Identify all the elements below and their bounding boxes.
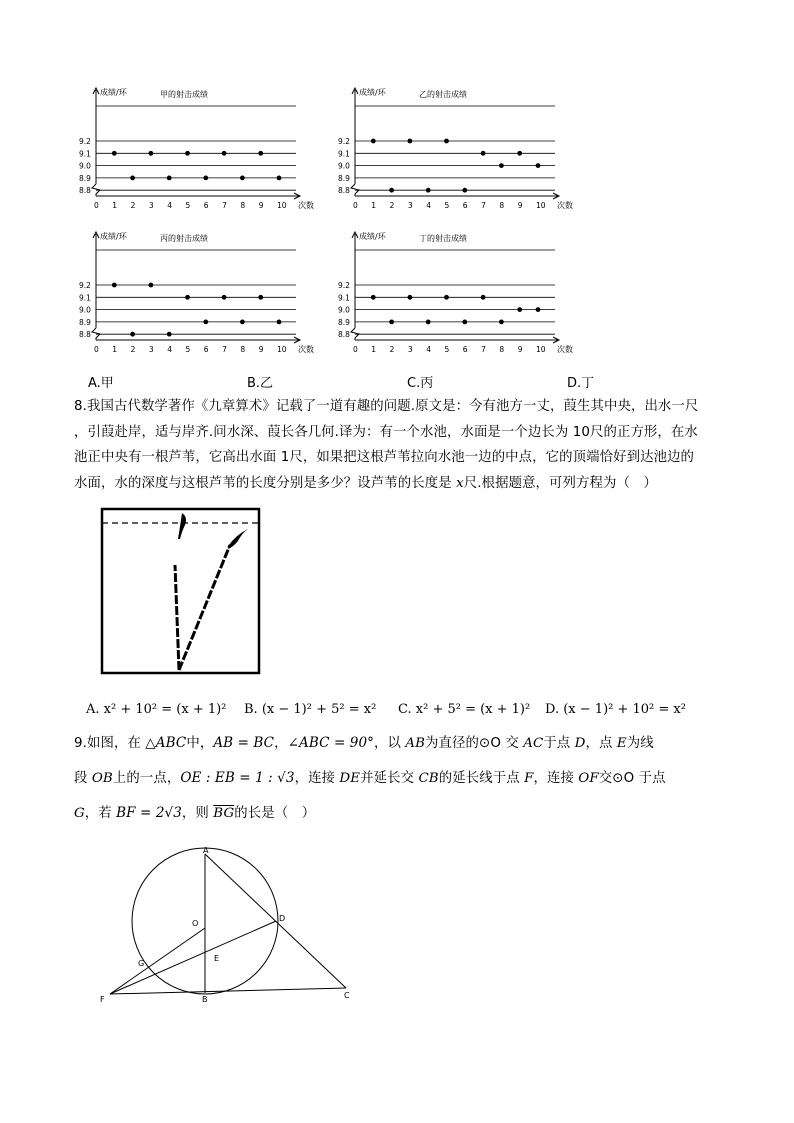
data-point bbox=[277, 320, 282, 325]
q9-line-3: G，若 BF = 2√3，则 $\overline{BG}$的长是（ ） bbox=[74, 805, 316, 821]
q8-option-a[interactable]: A. x² + 10² = (x + 1)² bbox=[86, 702, 227, 717]
x-tick-label: 2 bbox=[389, 345, 395, 354]
q7-option-d[interactable]: D.丁 bbox=[567, 376, 595, 391]
x-tick-label: 10 bbox=[277, 201, 287, 210]
y-tick-label: 9.1 bbox=[338, 293, 350, 303]
label-e: E bbox=[214, 954, 220, 963]
x-tick-label: 1 bbox=[371, 201, 377, 210]
chart-yi-svg bbox=[337, 84, 577, 214]
data-point bbox=[462, 188, 467, 193]
x-tick-label: 4 bbox=[167, 201, 172, 210]
data-point bbox=[258, 295, 263, 300]
q7-option-b[interactable]: B.乙 bbox=[247, 376, 274, 391]
x-tick-label: 9 bbox=[517, 201, 523, 210]
q8-option-d[interactable]: D. (x − 1)² + 10² = x² bbox=[545, 702, 686, 717]
y-tick-label: 9.2 bbox=[79, 281, 91, 290]
x-tick-label: 6 bbox=[462, 345, 468, 354]
chart-bing-svg bbox=[78, 228, 318, 358]
pond-figure-svg bbox=[96, 505, 266, 677]
chart-jia bbox=[78, 84, 318, 214]
x-tick-label: 4 bbox=[167, 345, 172, 354]
reed-vertical bbox=[175, 565, 179, 670]
data-point bbox=[481, 295, 486, 300]
y-tick-label: 8.9 bbox=[79, 317, 91, 327]
x-tick-label: 5 bbox=[444, 345, 450, 354]
y-tick-label: 9.1 bbox=[338, 149, 350, 159]
data-point bbox=[185, 151, 190, 156]
x-tick-label: 3 bbox=[407, 345, 413, 354]
y-axis-label: 成绩/环 bbox=[100, 88, 127, 97]
y-axis-label: 成绩/环 bbox=[100, 232, 127, 241]
data-point bbox=[130, 332, 135, 337]
data-point bbox=[444, 139, 449, 144]
y-tick-label: 8.8 bbox=[79, 186, 91, 196]
q9-line-1: 9.如图，在 △ABC中，AB = BC，∠ABC = 90°，以 AB为直径的⊙O 交 AC于点 D，点 E为线 bbox=[74, 735, 654, 751]
x-axis-label: 次数 bbox=[298, 201, 314, 210]
data-point bbox=[499, 163, 504, 168]
data-point bbox=[499, 320, 504, 325]
data-point bbox=[408, 139, 413, 144]
q8-line-3: 池正中央有一根芦苇，它高出水面 1尺，如果把这根芦苇拉向水池一边的中点，它的顶端恰好到达池边的 bbox=[74, 450, 695, 465]
q7-option-c[interactable]: C.丙 bbox=[407, 376, 434, 391]
y-tick-label: 9.0 bbox=[79, 305, 91, 315]
data-point bbox=[536, 163, 541, 168]
x-axis-label: 次数 bbox=[298, 345, 314, 354]
x-tick-label: 2 bbox=[130, 201, 136, 210]
y-tick-label: 9.0 bbox=[338, 305, 350, 315]
x-tick-label: 0 bbox=[94, 201, 99, 210]
x-tick-label: 3 bbox=[148, 345, 154, 354]
x-tick-label: 0 bbox=[353, 345, 358, 354]
data-point bbox=[149, 283, 154, 288]
label-g: G bbox=[138, 959, 145, 968]
x-tick-label: 7 bbox=[481, 345, 486, 354]
x-tick-label: 6 bbox=[203, 201, 209, 210]
reed-top-vertical bbox=[178, 513, 186, 539]
data-point bbox=[112, 151, 117, 156]
label-f: F bbox=[100, 995, 105, 1004]
data-point bbox=[185, 295, 190, 300]
chart-ding bbox=[337, 228, 577, 358]
x-tick-label: 6 bbox=[462, 201, 468, 210]
label-o: O bbox=[192, 919, 199, 928]
data-point bbox=[371, 295, 376, 300]
q8-option-c[interactable]: C. x² + 5² = (x + 1)² bbox=[398, 702, 531, 717]
data-point bbox=[203, 320, 208, 325]
data-point bbox=[277, 176, 282, 181]
data-point bbox=[240, 176, 245, 181]
circle-figure-svg bbox=[96, 842, 366, 1012]
x-axis-label: 次数 bbox=[557, 345, 573, 354]
x-tick-label: 1 bbox=[112, 201, 118, 210]
data-point bbox=[481, 151, 486, 156]
y-tick-label: 9.2 bbox=[338, 137, 350, 146]
data-point bbox=[258, 151, 263, 156]
reed-leaning bbox=[179, 545, 230, 670]
q8-question bbox=[74, 394, 724, 496]
x-tick-label: 8 bbox=[240, 345, 246, 354]
x-tick-label: 10 bbox=[536, 201, 546, 210]
chart-ding-svg bbox=[337, 228, 577, 358]
q9-line-2: 段 OB上的一点，OE : EB = 1 : √3，连接 DE并延长交 CB的延长线于点 F，连接 OF交⊙O 于点 bbox=[74, 770, 666, 786]
x-tick-label: 1 bbox=[112, 345, 118, 354]
data-point bbox=[517, 151, 522, 156]
x-tick-label: 8 bbox=[499, 345, 505, 354]
y-tick-label: 8.9 bbox=[338, 317, 350, 327]
data-point bbox=[167, 332, 172, 337]
data-point bbox=[371, 139, 376, 144]
x-tick-label: 0 bbox=[94, 345, 99, 354]
chart-title: 丁的射击成绩 bbox=[419, 234, 467, 243]
y-tick-label: 8.9 bbox=[79, 173, 91, 183]
q8-line-1: 8.我国古代数学著作《九章算术》记载了一道有趣的问题.原文是：今有池方一丈，葭生其中央，出水一尺 bbox=[74, 399, 699, 414]
y-tick-label: 9.1 bbox=[79, 149, 91, 159]
q8-option-b[interactable]: B. (x − 1)² + 5² = x² bbox=[244, 702, 377, 717]
x-tick-label: 3 bbox=[407, 201, 413, 210]
chart-bing bbox=[78, 228, 318, 358]
x-tick-label: 9 bbox=[258, 201, 264, 210]
data-point bbox=[222, 295, 227, 300]
x-tick-label: 5 bbox=[444, 201, 450, 210]
data-point bbox=[222, 151, 227, 156]
data-point bbox=[426, 320, 431, 325]
chart-title: 甲的射击成绩 bbox=[160, 90, 208, 99]
x-tick-label: 4 bbox=[426, 201, 431, 210]
label-b: B bbox=[202, 995, 208, 1004]
data-point bbox=[240, 320, 245, 325]
segment-fo bbox=[110, 928, 205, 994]
segment-fd bbox=[110, 921, 276, 994]
x-tick-label: 7 bbox=[222, 201, 227, 210]
data-point bbox=[149, 151, 154, 156]
data-point bbox=[408, 295, 413, 300]
x-tick-label: 2 bbox=[130, 345, 136, 354]
x-tick-label: 5 bbox=[185, 201, 191, 210]
q8-line-4: 水面，水的深度与这根芦苇的长度分别是多少？设芦苇的长度是 x尺.根据题意，可列方程为（ ） bbox=[74, 475, 657, 491]
data-point bbox=[167, 176, 172, 181]
x-tick-label: 7 bbox=[222, 345, 227, 354]
data-point bbox=[517, 307, 522, 312]
x-tick-label: 10 bbox=[536, 345, 546, 354]
q9-question bbox=[74, 726, 724, 831]
q8-line-2: ，引葭赴岸，适与岸齐.问水深、葭长各几何.译为：有一个水池，水面是一个边长为 10尺的正方形，在水 bbox=[74, 424, 698, 440]
y-tick-label: 9.2 bbox=[79, 137, 91, 146]
y-axis-label: 成绩/环 bbox=[359, 232, 386, 241]
y-tick-label: 8.8 bbox=[338, 330, 350, 340]
label-d: D bbox=[279, 914, 286, 923]
pond-figure bbox=[96, 505, 266, 681]
x-tick-label: 1 bbox=[371, 345, 377, 354]
x-tick-label: 4 bbox=[426, 345, 431, 354]
data-point bbox=[203, 176, 208, 181]
q7-option-a[interactable]: A.甲 bbox=[88, 376, 114, 391]
x-tick-label: 8 bbox=[240, 201, 246, 210]
reed-top-leaning bbox=[228, 529, 248, 549]
x-tick-label: 3 bbox=[148, 201, 154, 210]
segment-fc bbox=[110, 988, 346, 994]
x-tick-label: 9 bbox=[258, 345, 264, 354]
x-tick-label: 8 bbox=[499, 201, 505, 210]
x-tick-label: 5 bbox=[185, 345, 191, 354]
label-a: A bbox=[203, 846, 209, 855]
chart-jia-svg bbox=[78, 84, 318, 214]
x-tick-label: 7 bbox=[481, 201, 486, 210]
data-point bbox=[112, 283, 117, 288]
data-point bbox=[536, 307, 541, 312]
x-axis-label: 次数 bbox=[557, 201, 573, 210]
chart-yi bbox=[337, 84, 577, 214]
data-point bbox=[389, 320, 394, 325]
y-tick-label: 8.9 bbox=[338, 173, 350, 183]
circle-figure bbox=[96, 842, 366, 1016]
y-tick-label: 9.0 bbox=[338, 161, 350, 171]
chart-title: 乙的射击成绩 bbox=[419, 90, 467, 99]
data-point bbox=[389, 188, 394, 193]
data-point bbox=[444, 295, 449, 300]
y-axis-label: 成绩/环 bbox=[359, 88, 386, 97]
data-point bbox=[462, 320, 467, 325]
y-tick-label: 9.2 bbox=[338, 281, 350, 290]
chart-title: 丙的射击成绩 bbox=[160, 234, 208, 243]
x-tick-label: 6 bbox=[203, 345, 209, 354]
x-tick-label: 0 bbox=[353, 201, 358, 210]
x-tick-label: 10 bbox=[277, 345, 287, 354]
label-c: C bbox=[344, 991, 350, 1000]
x-tick-label: 9 bbox=[517, 345, 523, 354]
y-tick-label: 8.8 bbox=[79, 330, 91, 340]
y-tick-label: 9.1 bbox=[79, 293, 91, 303]
y-tick-label: 8.8 bbox=[338, 186, 350, 196]
y-tick-label: 9.0 bbox=[79, 161, 91, 171]
x-tick-label: 2 bbox=[389, 201, 395, 210]
data-point bbox=[426, 188, 431, 193]
data-point bbox=[130, 176, 135, 181]
